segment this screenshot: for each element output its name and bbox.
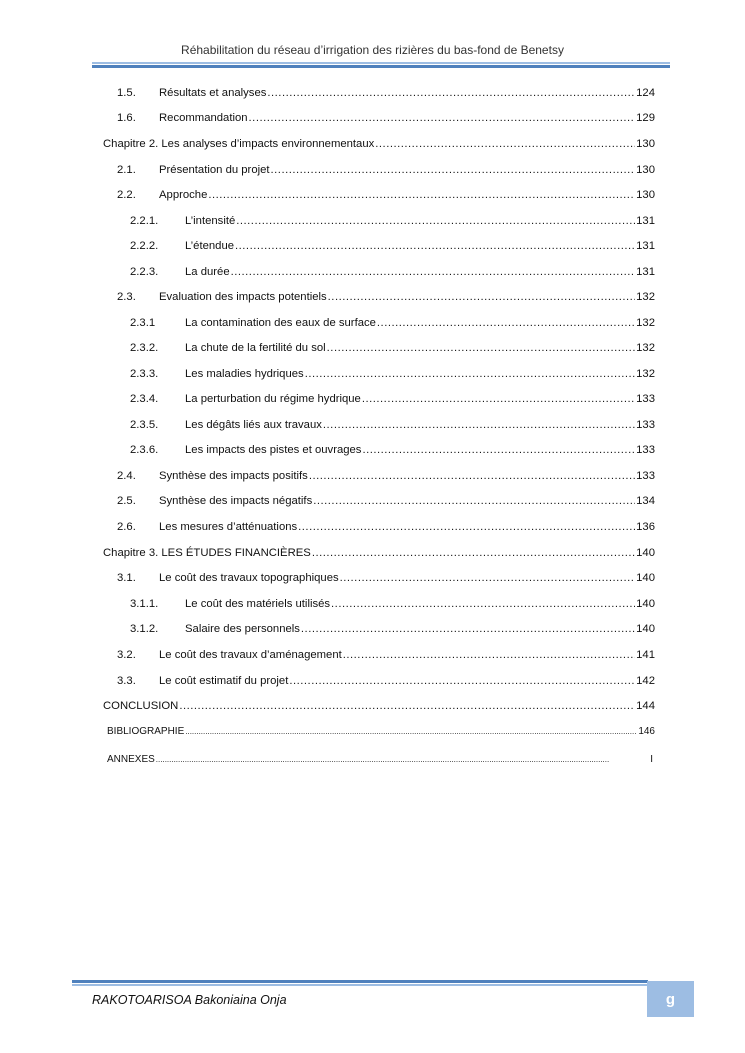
toc-entry[interactable] [130,316,655,330]
toc-leader [298,520,635,534]
toc-entry[interactable] [117,188,655,202]
toc-leader [323,418,635,432]
toc-label: Chapitre 3. LES ÉTUDES FINANCIÈRES [103,547,311,559]
footer-author: RAKOTOARISOA Bakoniaina Onja [92,993,287,1007]
toc-entry[interactable] [117,163,655,177]
toc-number: 2.2.2. [130,240,159,252]
toc-label: Les impacts des pistes et ouvrages [185,444,362,456]
toc-number: 2.3. [117,291,136,303]
toc-label: BIBLIOGRAPHIE [107,726,185,737]
toc-leader [289,674,635,688]
toc-label: Recommandation [159,112,248,124]
toc-entry[interactable] [130,597,655,611]
toc-number: 2.3.2. [130,342,159,354]
toc-label: Synthèse des impacts négatifs [159,495,313,507]
toc-entry[interactable] [130,418,655,432]
toc-leader [340,571,636,585]
toc-number: 2.5. [117,495,136,507]
toc-number: 3.1.1. [130,598,159,610]
toc-page: 141 [636,649,655,661]
toc-label: Le coût des travaux d’aménagement [159,649,342,661]
toc-entry[interactable] [130,341,655,355]
toc-page: 132 [636,291,655,303]
toc-entry[interactable] [130,622,655,636]
toc-page: 131 [636,215,655,227]
page-number-badge [647,981,694,1017]
toc-page: 130 [636,138,655,150]
toc-page: 142 [636,675,655,687]
toc-label: ANNEXES [107,754,155,765]
toc-page: 132 [636,317,655,329]
toc-number: 2.2.1. [130,215,159,227]
toc-leader [362,392,635,406]
toc-entry[interactable] [117,571,655,585]
toc-page: 140 [636,572,655,584]
toc-leader [375,137,635,151]
toc-label: Les maladies hydriques [185,368,304,380]
toc-entry[interactable] [117,290,655,304]
toc-page: 144 [636,700,655,712]
toc-entry[interactable] [130,367,655,381]
toc-page: 124 [636,87,655,99]
toc-number: 1.6. [117,112,136,124]
toc-page: 131 [636,266,655,278]
toc-entry[interactable] [103,699,655,713]
toc-number: 2.3.1 [130,317,156,329]
toc-number: 2.3.5. [130,419,159,431]
page-number: g [665,990,676,1008]
toc-entry[interactable] [117,520,655,534]
toc-entry[interactable] [130,214,655,228]
toc-label: La chute de la fertilité du sol [185,342,326,354]
toc-leader [327,341,635,355]
toc-page: 132 [636,342,655,354]
toc-number: 2.2. [117,189,136,201]
toc-label: La contamination des eaux de surface [185,317,376,329]
toc-entry[interactable] [103,546,655,560]
toc-page: 129 [636,112,655,124]
toc-number: 1.5. [117,87,136,99]
toc-entry[interactable] [117,469,655,483]
toc-leader [231,265,636,279]
toc-number: 3.1. [117,572,136,584]
toc-entry[interactable] [130,392,655,406]
toc-label: Synthèse des impacts positifs [159,470,308,482]
toc-label: Les mesures d’atténuations [159,521,298,533]
toc-leader [267,86,635,100]
toc-leader [271,163,636,177]
toc-number: 2.3.4. [130,393,159,405]
toc-label: Le coût des travaux topographiques [159,572,339,584]
toc-page: 130 [636,189,655,201]
toc-entry[interactable] [130,239,655,253]
toc-label: La perturbation du régime hydrique [185,393,361,405]
toc-entry[interactable] [117,111,655,125]
toc-page: 133 [636,444,655,456]
toc-label: Résultats et analyses [159,87,267,99]
toc-leader [249,111,636,125]
toc-leader [343,648,635,662]
toc-leader [235,239,635,253]
toc-label: Le coût estimatif du projet [159,675,289,687]
toc-leader [331,597,635,611]
toc-entry[interactable] [107,725,655,739]
toc-leader [185,725,637,739]
toc-label: Evaluation des impacts potentiels [159,291,327,303]
toc-entry[interactable] [107,753,653,767]
toc-leader [236,214,635,228]
toc-page: 140 [636,623,655,635]
toc-page: 140 [636,547,655,559]
toc-label: Le coût des matériels utilisés [185,598,331,610]
toc-label: Chapitre 2. Les analyses d’impacts environnementaux [103,138,375,150]
toc-leader [313,494,635,508]
toc-label: L’intensité [185,215,236,227]
toc-label: Salaire des personnels [185,623,300,635]
toc-leader [377,316,635,330]
toc-page: 130 [636,164,655,176]
toc-number: 2.1. [117,164,136,176]
toc-entry[interactable] [117,674,655,688]
toc-label: Les dégâts liés aux travaux [185,419,322,431]
header-title: Réhabilitation du réseau d’irrigation des rizières du bas-fond de Benetsy [181,43,564,57]
toc-leader [362,443,635,457]
toc-leader [208,188,635,202]
toc-page: 140 [636,598,655,610]
toc-leader [309,469,635,483]
toc-leader [312,546,635,560]
header-divider [92,62,670,70]
toc-leader [156,753,649,767]
toc-page: 131 [636,240,655,252]
toc-page: 133 [636,393,655,405]
toc-leader [301,622,635,636]
toc-entry[interactable] [117,648,655,662]
toc-page: I [650,754,653,765]
toc-page: 132 [636,368,655,380]
toc-number: 3.3. [117,675,136,687]
toc-entry[interactable] [117,494,655,508]
toc-label: La durée [185,266,230,278]
toc-entry[interactable] [130,265,655,279]
toc-page: 136 [636,521,655,533]
toc-label: Présentation du projet [159,164,270,176]
toc-entry[interactable] [103,137,655,151]
toc-number: 3.1.2. [130,623,159,635]
toc-page: 134 [636,495,655,507]
toc-label: CONCLUSION [103,700,179,712]
toc-number: 3.2. [117,649,136,661]
toc-number: 2.4. [117,470,136,482]
toc-leader [179,699,635,713]
toc-number: 2.3.3. [130,368,159,380]
toc-label: Approche [159,189,208,201]
toc-number: 2.2.3. [130,266,159,278]
footer-divider [72,980,648,988]
toc-page: 133 [636,470,655,482]
toc-page: 133 [636,419,655,431]
toc-label: L’étendue [185,240,235,252]
toc-leader [328,290,635,304]
toc-number: 2.3.6. [130,444,159,456]
toc-entry[interactable] [130,443,655,457]
toc-number: 2.6. [117,521,136,533]
toc-leader [305,367,635,381]
toc-page: 146 [638,726,655,737]
toc-entry[interactable] [117,86,655,100]
